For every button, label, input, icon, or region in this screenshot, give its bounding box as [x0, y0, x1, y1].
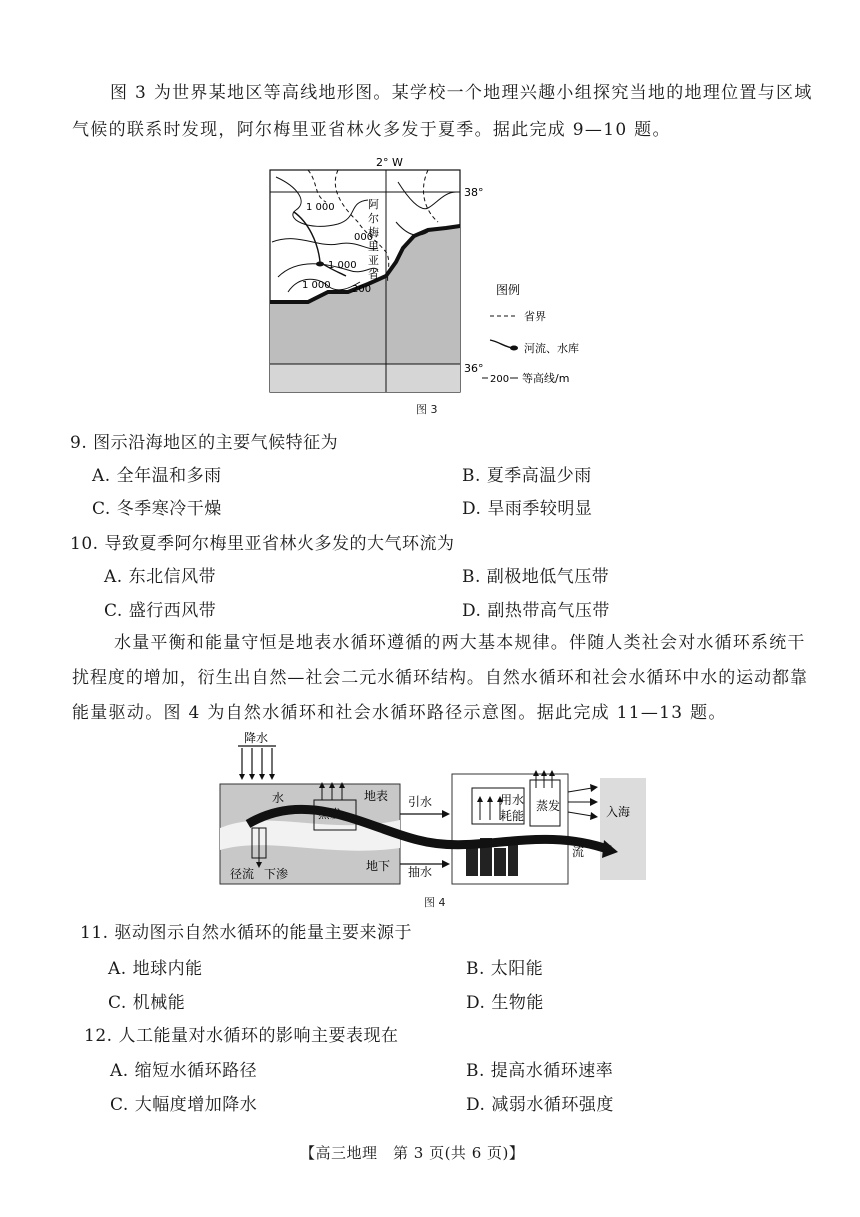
- question-9-option-a[interactable]: A. 全年温和多雨: [92, 466, 222, 486]
- intro-line-1: 图 3 为世界某地区等高线地形图。某学校一个地理兴趣小组探究当地的地理位置与区域: [110, 83, 813, 103]
- question-10-option-a[interactable]: A. 东北信风带: [104, 567, 217, 587]
- contour-label: 1 000: [306, 202, 335, 213]
- label-pump: 抽水: [408, 865, 433, 879]
- legend-item-contour: 等高线/m: [522, 372, 570, 385]
- figure-4-caption: 图 4: [424, 896, 446, 909]
- intro2-line-3: 能量驱动。图 4 为自然水循环和社会水循环路径示意图。据此完成 11—13 题。: [72, 703, 727, 723]
- question-12-stem: 12. 人工能量对水循环的影响主要表现在: [84, 1026, 399, 1046]
- contour-label: 1 000: [328, 260, 357, 271]
- question-12-option-b[interactable]: B. 提高水循环速率: [466, 1061, 614, 1081]
- province-char: 梅: [368, 226, 379, 239]
- legend-river-symbol: [490, 340, 514, 348]
- lat-top-label: 38°: [464, 186, 484, 199]
- question-11-stem: 11. 驱动图示自然水循环的能量主要来源于: [80, 923, 412, 943]
- question-10-option-b[interactable]: B. 副极地低气压带: [462, 567, 610, 587]
- figure-3-caption: 图 3: [416, 403, 438, 416]
- province-char: 尔: [368, 212, 379, 225]
- page-footer: 【高三地理 第 3 页(共 6 页)】: [300, 1144, 525, 1162]
- province-char: 亚: [368, 254, 379, 267]
- province-char: 里: [368, 240, 379, 253]
- legend-title: 图例: [496, 283, 521, 297]
- figure-4-diagram: [218, 728, 650, 890]
- label-infiltrate: 下渗: [264, 867, 289, 881]
- label-divert: 引水: [408, 795, 433, 809]
- label-underground: 地下: [366, 859, 391, 873]
- lon-label: 2° W: [376, 156, 403, 169]
- contour-label: 000: [354, 232, 374, 243]
- label-precip: 降水: [244, 731, 269, 745]
- label-use: 用水: [500, 793, 525, 807]
- contour-label: 200: [352, 284, 372, 295]
- question-10-option-c[interactable]: C. 盛行西风带: [104, 601, 217, 621]
- question-11-option-c[interactable]: C. 机械能: [108, 993, 186, 1013]
- question-12-option-c[interactable]: C. 大幅度增加降水: [110, 1095, 258, 1115]
- question-12-option-a[interactable]: A. 缩短水循环路径: [110, 1061, 258, 1081]
- legend-item-border: 省界: [524, 310, 546, 323]
- question-9-option-b[interactable]: B. 夏季高温少雨: [462, 466, 592, 486]
- label-evap-2: 蒸发: [536, 799, 561, 813]
- label-flow: 流: [572, 845, 585, 859]
- label-into-sea: 入海: [606, 805, 631, 819]
- question-10-option-d[interactable]: D. 副热带高气压带: [462, 601, 610, 621]
- question-9-option-d[interactable]: D. 旱雨季较明显: [462, 499, 593, 519]
- intro-line-2: 气候的联系时发现，阿尔梅里亚省林火多发于夏季。据此完成 9—10 题。: [72, 120, 671, 140]
- province-char: 省: [368, 268, 379, 281]
- legend-item-river: 河流、水库: [524, 342, 579, 355]
- question-9-option-c[interactable]: C. 冬季寒冷干燥: [92, 499, 222, 519]
- label-water: 水: [272, 791, 285, 805]
- question-9-stem: 9. 图示沿海地区的主要气候特征为: [70, 433, 339, 453]
- question-12-option-d[interactable]: D. 减弱水循环强度: [466, 1095, 614, 1115]
- lat-bottom-label: 36°: [464, 362, 484, 375]
- label-runoff: 径流: [230, 867, 255, 881]
- intro2-line-1: 水量平衡和能量守恒是地表水循环遵循的两大基本规律。伴随人类社会对水循环系统干: [114, 633, 806, 653]
- province-char: 阿: [368, 198, 379, 211]
- label-consume: 耗能: [500, 809, 525, 823]
- question-11-option-d[interactable]: D. 生物能: [466, 993, 544, 1013]
- intro2-line-2: 扰程度的增加，衍生出自然—社会二元水循环结构。自然水循环和社会水循环中水的运动都靠: [72, 668, 808, 688]
- question-11-option-b[interactable]: B. 太阳能: [466, 959, 544, 979]
- contour-label: 1 000: [302, 280, 331, 291]
- label-surface: 地表: [364, 789, 389, 803]
- question-11-option-a[interactable]: A. 地球内能: [108, 959, 203, 979]
- legend-contour-sample: 200: [490, 374, 510, 385]
- figure-3-map: [268, 152, 608, 397]
- question-10-stem: 10. 导致夏季阿尔梅里亚省林火多发的大气环流为: [70, 534, 455, 554]
- label-evap-1: 蒸发: [318, 807, 343, 821]
